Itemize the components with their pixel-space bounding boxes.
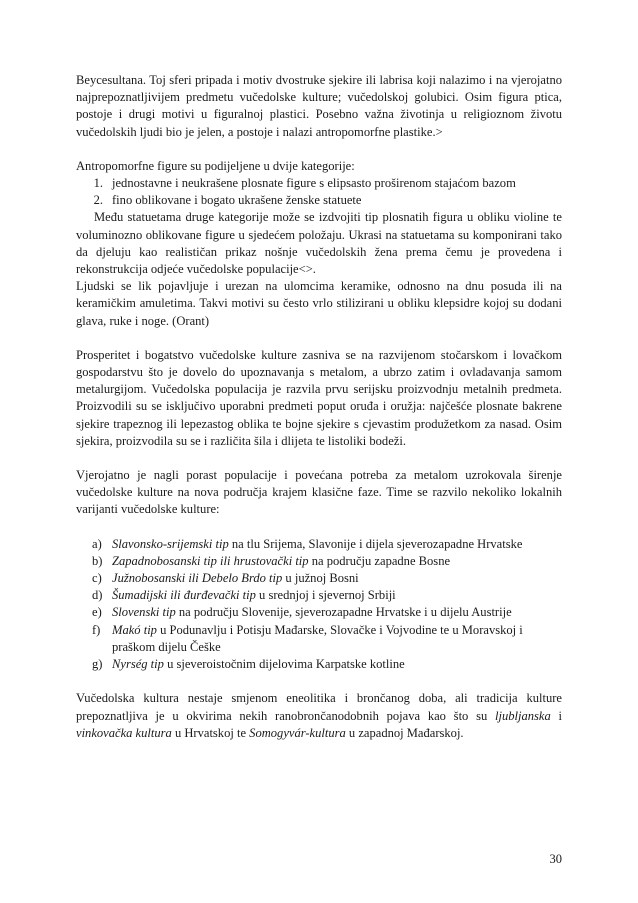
spacer [76,330,562,347]
text-run: u Hrvatskoj te [171,725,250,740]
variant-name: Makó tip [112,622,157,637]
spacer [76,673,562,690]
spacer [76,519,562,536]
list-letter: a) [92,536,102,551]
paragraph-7 [76,690,562,742]
list-letter: c) [92,571,102,586]
list-item [76,553,562,570]
variant-description: na području zapadne Bosne [308,553,451,568]
list-text: fino oblikovane i bogato ukrašene ženske statuete [112,193,362,208]
list-letter: d) [92,588,103,603]
list-item [76,175,562,192]
variant-description: u Podunavlju i Potisju Mađarske, Slovačke i Vojvodine te u Moravskoj i praškom dijelu Češke [112,622,523,654]
list-text [112,570,562,587]
list-text [112,587,562,604]
paragraph-4: Ljudski se lik pojavljuje i urezan na ulomcima keramike, odnosno na dnu posuda ili na keramičkim amuletima. Takvi motivi su često vrlo stilizirani u obliku klepsidre kojoj su dodani glava, ruke i noge. (Orant) [76,279,562,328]
variant-description: na tlu Srijema, Slavonije i dijela sjeverozapadne Hrvatske [228,536,523,551]
variant-name: Nyrség tip [112,657,164,672]
spacer [76,450,562,467]
list-number: 1. [93,176,103,191]
list-text [112,622,562,656]
variant-name: Slavonsko-srijemski tip [112,536,229,551]
list-text [112,536,562,553]
text-run: Vučedolska kultura nestaje smjenom eneolitika i brončanog doba, ali tradicija kulture prepoznatljiva je u okvirima nekih ranobrončanodobnih pojava kao što su [76,691,562,723]
list-text: jednostavne i neukrašene plosnate figure s elipsasto proširenom stajaćom bazom [112,176,516,191]
lettered-list [76,536,562,674]
variant-name: Južnobosanski ili Debelo Brdo tip [112,571,283,586]
list-item [76,587,562,604]
paragraph-3: Među statuetama druge kategorije može se izdvojiti tip plosnatih figura u obliku violine te voluminozno oblikovane figure u sjedećem položaju. Ukrasi na statuetama su komponirani tako da djeluju kao realističan prikaz nošnje vučedolskih žena prema čemu je provedena i rekonstrukcija odjeće vučedolske populacije<>. [76,210,562,277]
document-body [76,72,562,742]
variant-name: Slovenski tip [112,605,176,620]
culture-name: ljubljanska [495,708,551,723]
list-letter: g) [92,657,103,672]
list-item [76,192,562,209]
culture-name: Somogyvár-kultura [249,725,346,740]
list-text [112,553,562,570]
list-item [76,570,562,587]
list-letter: f) [92,622,101,637]
paragraph-6: Vjerojatno je nagli porast populacije i povećana potreba za metalom uzrokovala širenje vučedolske kulture na nova područja krajem klasične faze. Time se razvilo nekoliko lokalnih varijanti vučedolske kulture: [76,468,562,517]
list-item [76,622,562,656]
variant-description: na području Slovenije, sjeverozapadne Hrvatske i u dijelu Austrije [175,605,512,620]
paragraph-1: Beycesultana. Toj sferi pripada i motiv dvostruke sjekire ili labrisa koji nalazimo i na vjerojatno najprepoznatljivijem predmetu vučedolske kulture; vučedolskoj golubici. Osim figura ptica, postoje i drugi motivi u figuralnoj plastici. Posebno važna životinja u religioznom životu vučedolskih ljudi bio je jelen, a postoje i nalazi antropomorfne plastike.> [76,73,562,139]
variant-name: Zapadnobosanski tip ili hrustovački tip [112,553,309,568]
list-number: 2. [93,193,103,208]
text-run: i [550,708,563,723]
culture-name: vinkovačka kultura [76,725,172,740]
list-text [112,656,562,673]
list-item [76,656,562,673]
list-letter: e) [92,605,102,620]
variant-description: u srednjoj i sjevernoj Srbiji [255,588,396,603]
list-letter: b) [92,553,103,568]
variant-description: u sjeveroistočnim dijelovima Karpatske kotline [163,657,405,672]
numbered-list [76,175,562,209]
list-text [112,604,562,621]
spacer [76,141,562,158]
text-run: u zapadnoj Mađarskoj. [345,725,464,740]
paragraph-2: Antropomorfne figure su podijeljene u dvije kategorije: [76,158,355,173]
list-item [76,536,562,553]
paragraph-5: Prosperitet i bogatstvo vučedolske kulture zasniva se na razvijenom stočarskom i lovačkom gospodarstvu što je dovelo do upoznavanja s metalom, a ubrzo zatim i ovladavanja samom metalurgijom. Vučedolska populacija je razvila prvu serijsku proizvodnju metalnih predmeta. Proizvodili su se isključivo uporabni predmeti poput oruđa i oružja: najčešće plosnate bakrene sjekire trapeznog ili lepezastog oblika te bojne sjekire s cjevastim produžetkom za nasad. Osim sjekira, proizvodila su se i različita šila i dlijeta te listoliki bodeži. [76,347,562,448]
page-number: 30 [549,852,562,866]
variant-name: Šumadijski ili đurđevački tip [112,588,256,603]
list-item [76,604,562,621]
variant-description: u južnoj Bosni [282,571,359,586]
